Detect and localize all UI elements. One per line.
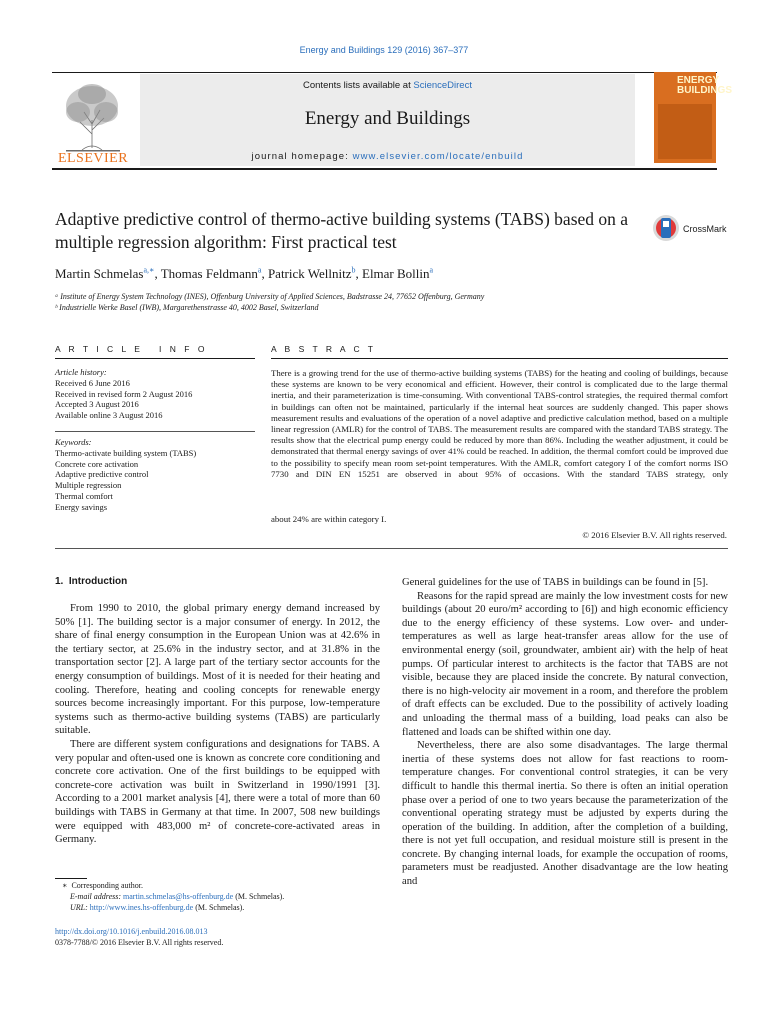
crossmark-label[interactable]: CrossMark (683, 224, 727, 234)
abstract-bottom-rule (55, 548, 728, 549)
abstract-heading: A B S T R A C T (271, 344, 377, 354)
author-name: Patrick Wellnitz (267, 266, 352, 282)
keywords-block (55, 437, 255, 513)
body-paragraph: Nevertheless, there are also some disadvantages. The large thermal inertia of these systems does not allow for fast reactions to room-temperature changes. For conventional control strategies, it can be very difficult to handle this thermal inertia. So there is often an initial operation phase over a period of one to two years because the parameterization of the conventional operating strategy must be adjusted by experts during the operation of the building. In addition, after the completion of a building, there is not yet full occupation, and residual moisture still is present in the concrete. By changing internal loads, for example the occupation of rooms, parameters must be readjusted. Another disadvantage are the low heating and (402, 740, 728, 888)
footnote-rule (55, 878, 87, 879)
homepage-prefix: journal homepage: (251, 151, 353, 162)
history-revised: Received in revised form 2 August 2016 (55, 388, 193, 399)
keyword-item: Concrete core activation (55, 458, 139, 469)
abstract-text: There is a growing trend for the use of thermo-active building systems (TABS) for the heating and cooling of buildings, because these systems are known to be very economical and efficient. However, their control is complicated due to the large thermal inertia, and their parameterization is time-consuming. With conventional TABS-control strategies, the required thermal comfort in buildings can often not be maintained, particularly if the internal heat sources are suddenly changed. This paper shows measurement results and evaluations of the operation of a novel adaptive and predictive calculation method, based on a multiple linear regression (AMLR) for the control of TABS. The measurement results are compared with the standard TABS strategy. The results show that the electrical pump energy could be reduced by more than 86%. Including the weather adjustment, it could be demonstrated that thermal energy savings of over 41% could be reached. In addition, the thermal comfort could be improved due to the possibility to specify mean room set-point temperatures. With the AMLR, comfort category I of the comfort norms ISO 7730 and DIN EN 15251 are observed in about 95% of occasions. With the standard TABS strategy, only (271, 368, 728, 479)
author-separator: , (261, 266, 268, 282)
history-online: Available online 3 August 2016 (55, 410, 163, 421)
cover-title: ENERGY BUILDINGS (677, 75, 732, 96)
doi-link[interactable]: http://dx.doi.org/10.1016/j.enbuild.2016.08.013 (55, 927, 208, 936)
history-accepted: Accepted 3 August 2016 (55, 399, 139, 410)
keyword-item: Energy savings (55, 501, 108, 512)
article-history (55, 367, 255, 421)
author-separator: , (154, 266, 161, 282)
author-name: Martin Schmelas (55, 266, 144, 282)
email-link[interactable]: martin.schmelas@hs-offenburg.de (123, 892, 234, 901)
author-affiliation-marker[interactable]: a (429, 266, 434, 275)
elsevier-wordmark: ELSEVIER (57, 151, 129, 166)
author-2 (161, 266, 268, 281)
keyword-item: Adaptive predictive control (55, 469, 149, 480)
author-affiliation-marker[interactable]: a (257, 266, 262, 275)
abstract-last-line: about 24% are within category I. (271, 514, 387, 524)
url-suffix: (M. Schmelas). (193, 903, 245, 912)
body-right-column (402, 576, 728, 889)
author-list (55, 266, 433, 282)
author-1 (55, 266, 161, 281)
keyword-item: Thermo-activate building system (TABS) (55, 447, 197, 458)
footnote-url (70, 903, 400, 914)
body-paragraph: General guidelines for the use of TABS in buildings can be found in [5]. (402, 577, 709, 588)
author-affiliation-marker[interactable]: a,∗ (143, 266, 155, 275)
keywords-label: Keywords: (55, 437, 92, 447)
affiliation-b: ᵇ Industrielle Werke Basel (IWB), Margarethenstrasse 40, 4002 Basel, Switzerland (55, 303, 319, 312)
url-label: URL: (70, 903, 90, 912)
cover-body (658, 104, 712, 159)
journal-cover-thumbnail[interactable] (654, 72, 732, 163)
body-paragraph: Reasons for the rapid spread are mainly the low investment costs for new buildings (about 20 euro/m² according to [6]) and high economic efficiency due to the energy efficiency of these systems. Low over- and under-temperatures as well as large heat-transfer areas allow for the use of environmental energy (soil, groundwater, ambient air) with the help of heat pumps. Of particular interest to architects is the factor that TABS are not visible, because they are placed inside the concrete. By natural convection, there is no high-velocity air movement in a room, and therefore the problem of draft effects can be excluded. Due to the possibility of actively loading and unloading the thermal mass of a building, load peaks can also be flattened and loads can be shifted within one day. (402, 590, 728, 738)
article-title: Adaptive predictive control of thermo-active building systems (TABS) based on a multiple regression algorithm: First practical test (55, 209, 629, 252)
author-affiliation-marker[interactable]: b (351, 266, 356, 275)
keyword-item: Thermal comfort (55, 490, 113, 501)
abstract-rule (271, 358, 728, 359)
article-history-label: Article history: (55, 367, 107, 377)
author-separator: , (355, 266, 362, 282)
keyword-item: Multiple regression (55, 480, 122, 491)
journal-homepage-line (140, 151, 635, 162)
article-info-heading: A R T I C L E I N F O (55, 344, 208, 354)
email-label: E-mail address: (70, 892, 124, 901)
history-received: Received 6 June 2016 (55, 377, 130, 388)
author-4 (362, 266, 433, 281)
footnote-email (70, 892, 400, 903)
url-link[interactable]: http://www.ines.hs-offenburg.de (89, 903, 194, 912)
header-top-rule (52, 72, 717, 73)
journal-title: Energy and Buildings (304, 108, 471, 129)
article-info-rule (55, 358, 255, 359)
info-divider (55, 431, 255, 432)
body-paragraph: There are different system configurations and designations for TABS. A very popular and often-used one is known as concrete core conditioning and concrete core activation. One of the first buildings to be equipped with concrete-core activation was built in Switzerland in 1990/1991 [3]. According to a 2001 market analysis [4], there were a total of more than 60 buildings with TABS in Germany at that time. In 2007, 508 new buildings were equipped with 483,000 m² of concrete-core-activated areas in Germany. (55, 738, 380, 846)
author-3 (268, 266, 362, 281)
body-left-column (55, 602, 380, 847)
author-name: Elmar Bollin (362, 266, 430, 282)
author-name: Thomas Feldmann (160, 266, 258, 282)
header-bottom-rule (52, 168, 717, 170)
issn-copyright: 0378-7788/© 2016 Elsevier B.V. All rights reserved. (55, 938, 224, 947)
footnote-corresponding: ∗ Corresponding author. (62, 881, 143, 890)
contents-available-line (140, 80, 635, 91)
affiliation-a: ᵃ Institute of Energy System Technology (INES), Offenburg University of Applied Sciences, Badstrasse 24, 77652 Offenburg, Germany (55, 292, 485, 301)
body-paragraph: From 1990 to 2010, the global primary energy demand increased by 50% [1]. The building sector is a major consumer of energy. In 2012, the share of final energy consumption in the European Union was at 42.6% in the tertiary sector, at 25.6% in the industry sector, and at 31.8% in the transportation sector [2]. A large part of the tertiary sector accounts for the energy consumption of buildings. Most of it is needed for their heating and cooling. Therefore, heating and cooling concepts for renewable energy sources become increasingly important. For this purpose, low-temperature systems such as thermo-active building systems (TABS) are particularly suitable. (55, 603, 380, 737)
section-heading-introduction: 1. Introduction (55, 576, 128, 587)
homepage-link[interactable]: www.elsevier.com/locate/enbuild (352, 151, 524, 162)
email-suffix: (M. Schmelas). (233, 892, 285, 901)
sciencedirect-link[interactable]: ScienceDirect (413, 80, 472, 91)
contents-prefix: Contents lists available at (303, 80, 414, 91)
journal-citation[interactable]: Energy and Buildings 129 (2016) 367–377 (299, 45, 469, 55)
abstract-copyright: © 2016 Elsevier B.V. All rights reserved. (582, 530, 727, 540)
